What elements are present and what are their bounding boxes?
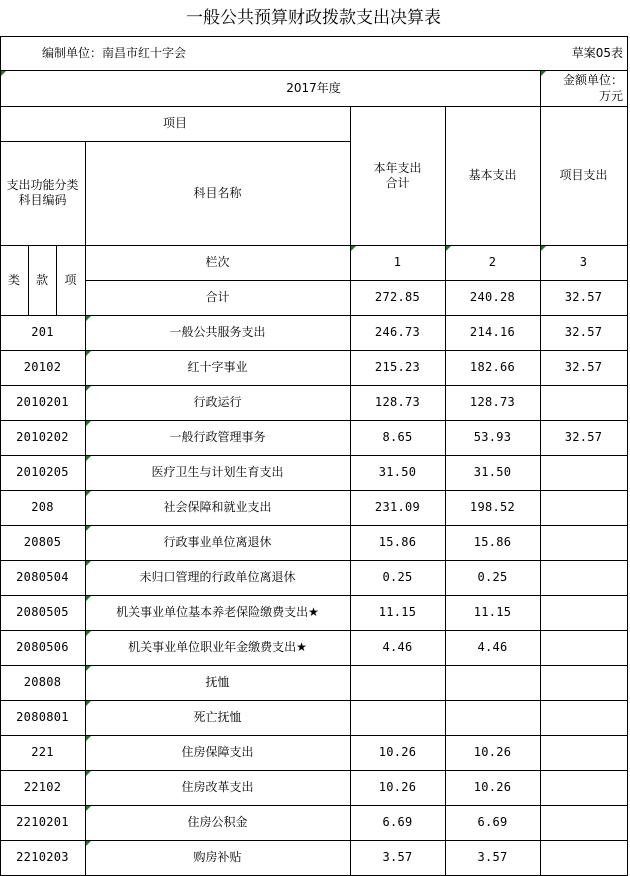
row-name: 一般公共服务支出	[169, 325, 266, 339]
row-basic: 182.66	[469, 360, 516, 374]
row-name: 机关事业单位基本养老保险缴费支出★	[116, 605, 319, 619]
cell-marker	[86, 351, 91, 356]
row-total: 231.09	[374, 500, 421, 514]
column-number-1: 1	[393, 255, 402, 269]
row-project: 32.57	[564, 430, 603, 444]
grid-line	[0, 525, 628, 526]
row-code: 2210201	[16, 815, 69, 829]
grid-line	[445, 106, 446, 876]
row-basic: 214.16	[469, 325, 516, 339]
total-row-total: 272.85	[374, 290, 421, 304]
grid-line	[0, 770, 628, 771]
row-name: 医疗卫生与计划生育支出	[151, 465, 284, 479]
cell-marker	[86, 421, 91, 426]
row-total: 128.73	[374, 395, 421, 409]
function-code-header: 支出功能分类科目编码	[6, 178, 79, 207]
row-total: 215.23	[374, 360, 421, 374]
cell-marker	[86, 526, 91, 531]
row-project	[540, 630, 627, 665]
row-basic: 31.50	[473, 465, 512, 479]
row-code: 2080506	[16, 640, 69, 654]
grid-line	[0, 36, 1, 876]
grid-line	[0, 630, 628, 631]
total-row-name: 合计	[205, 290, 230, 304]
cell-marker	[86, 701, 91, 706]
grid-line	[85, 141, 86, 876]
grid-line	[0, 141, 351, 142]
unit-label: 金额单位：	[562, 72, 623, 87]
grid-line	[350, 245, 628, 246]
row-basic: 10.26	[473, 745, 512, 759]
grid-line	[0, 840, 628, 841]
row-project	[540, 735, 627, 770]
grid-line	[56, 245, 57, 316]
row-project	[540, 455, 627, 490]
row-project	[540, 385, 627, 420]
row-code: 201	[31, 325, 54, 339]
row-total: 4.46	[382, 640, 413, 654]
row-code: 22102	[23, 780, 62, 794]
item-header: 项目	[162, 116, 187, 130]
row-name: 抚恤	[205, 675, 230, 689]
row-total: 11.15	[378, 605, 417, 619]
row-name: 住房公积金	[187, 815, 248, 829]
grid-line	[0, 245, 351, 246]
row-total: 8.65	[382, 430, 413, 444]
row-basic: 3.57	[477, 850, 508, 864]
cell-marker	[86, 771, 91, 776]
cell-marker	[86, 561, 91, 566]
cell-marker	[86, 456, 91, 461]
row-total: 10.26	[378, 780, 417, 794]
row-name: 住房保障支出	[181, 745, 254, 759]
cell-marker	[86, 736, 91, 741]
grid-line	[540, 70, 541, 876]
row-basic: 198.52	[469, 500, 516, 514]
column-number-2: 2	[488, 255, 497, 269]
row-basic: 10.26	[473, 780, 512, 794]
grid-line	[85, 280, 628, 281]
row-basic: 4.46	[477, 640, 508, 654]
lanci-header: 栏次	[205, 255, 230, 269]
cell-marker	[86, 666, 91, 671]
row-name: 社会保障和就业支出	[163, 500, 272, 514]
grid-line	[0, 700, 628, 701]
row-project	[540, 490, 627, 525]
grid-line	[0, 665, 628, 666]
grid-line	[0, 595, 628, 596]
cell-marker	[1, 71, 6, 76]
row-total: 3.57	[382, 850, 413, 864]
row-project	[540, 665, 627, 700]
row-code: 2010202	[16, 430, 69, 444]
row-project	[540, 595, 627, 630]
row-code: 2080505	[16, 605, 69, 619]
kuan-header: 款	[35, 272, 48, 287]
grid-line	[0, 385, 628, 386]
basic-header: 基本支出	[468, 168, 517, 182]
row-name: 住房改革支出	[181, 780, 254, 794]
grid-line	[350, 106, 351, 876]
row-project	[540, 805, 627, 840]
row-basic: 11.15	[473, 605, 512, 619]
grid-line	[0, 490, 628, 491]
row-project	[540, 560, 627, 595]
cell-marker	[86, 386, 91, 391]
cell-marker	[86, 316, 91, 321]
cell-marker	[86, 841, 91, 846]
grid-line	[627, 36, 628, 876]
subject-name-header: 科目名称	[193, 185, 242, 200]
cell-marker	[86, 806, 91, 811]
row-code: 2010201	[16, 395, 69, 409]
total-row-project: 32.57	[564, 290, 603, 304]
row-project	[540, 700, 627, 735]
row-project	[540, 840, 627, 875]
row-basic	[445, 665, 540, 700]
row-total: 6.69	[382, 815, 413, 829]
grid-line	[0, 315, 628, 316]
project-header: 项目支出	[559, 168, 608, 182]
row-code: 2080801	[16, 710, 69, 724]
grid-line	[0, 350, 628, 351]
row-name: 红十字事业	[187, 360, 248, 374]
form-number: 草案05表	[571, 45, 623, 60]
row-basic: 15.86	[473, 535, 512, 549]
grid-line	[0, 560, 628, 561]
row-name: 一般行政管理事务	[169, 430, 266, 444]
row-total: 15.86	[378, 535, 417, 549]
row-project: 32.57	[564, 360, 603, 374]
total-header: 本年支出合计	[373, 160, 422, 190]
row-total	[350, 700, 445, 735]
grid-line	[0, 106, 628, 107]
row-basic: 6.69	[477, 815, 508, 829]
row-code: 2080504	[16, 570, 69, 584]
row-name: 机关事业单位职业年金缴费支出★	[128, 640, 307, 654]
row-project: 32.57	[564, 325, 603, 339]
unit-value: 万元	[598, 88, 623, 103]
cell-marker	[351, 246, 356, 251]
total-row-basic: 240.28	[469, 290, 516, 304]
row-name: 行政事业单位离退休	[163, 535, 272, 549]
grid-line	[0, 455, 628, 456]
row-project	[540, 525, 627, 560]
grid-line	[28, 245, 29, 316]
grid-line	[0, 70, 628, 71]
grid-line	[0, 36, 628, 37]
xiang-header: 项	[64, 272, 77, 287]
cell-marker	[86, 596, 91, 601]
row-total: 0.25	[382, 570, 413, 584]
column-number-3: 3	[579, 255, 588, 269]
cell-marker	[541, 246, 546, 251]
row-project	[540, 770, 627, 805]
row-total: 246.73	[374, 325, 421, 339]
row-name: 死亡抚恤	[193, 710, 242, 724]
row-code: 2210203	[16, 850, 69, 864]
row-basic	[445, 700, 540, 735]
row-name: 购房补贴	[193, 850, 242, 864]
grid-line	[0, 420, 628, 421]
row-total: 31.50	[378, 465, 417, 479]
cell-marker	[446, 246, 451, 251]
row-code: 20102	[23, 360, 62, 374]
cell-marker	[541, 71, 546, 76]
row-name: 行政运行	[193, 395, 242, 409]
table-title: 一般公共预算财政拨款支出决算表	[186, 7, 441, 28]
row-name: 未归口管理的行政单位离退休	[139, 570, 296, 584]
cell-marker	[86, 491, 91, 496]
lei-header: 类	[7, 272, 20, 287]
row-code: 208	[31, 500, 54, 514]
row-basic: 128.73	[469, 395, 516, 409]
row-code: 20808	[23, 675, 62, 689]
grid-line	[0, 805, 628, 806]
organization-label: 编制单位：南昌市红十字会	[42, 45, 187, 60]
row-total	[350, 665, 445, 700]
row-code: 2010205	[16, 465, 69, 479]
row-code: 221	[31, 745, 54, 759]
row-basic: 0.25	[477, 570, 508, 584]
fiscal-year: 2017年度	[286, 80, 341, 95]
grid-line	[0, 735, 628, 736]
row-basic: 53.93	[473, 430, 512, 444]
row-total: 10.26	[378, 745, 417, 759]
cell-marker	[86, 631, 91, 636]
row-code: 20805	[23, 535, 62, 549]
